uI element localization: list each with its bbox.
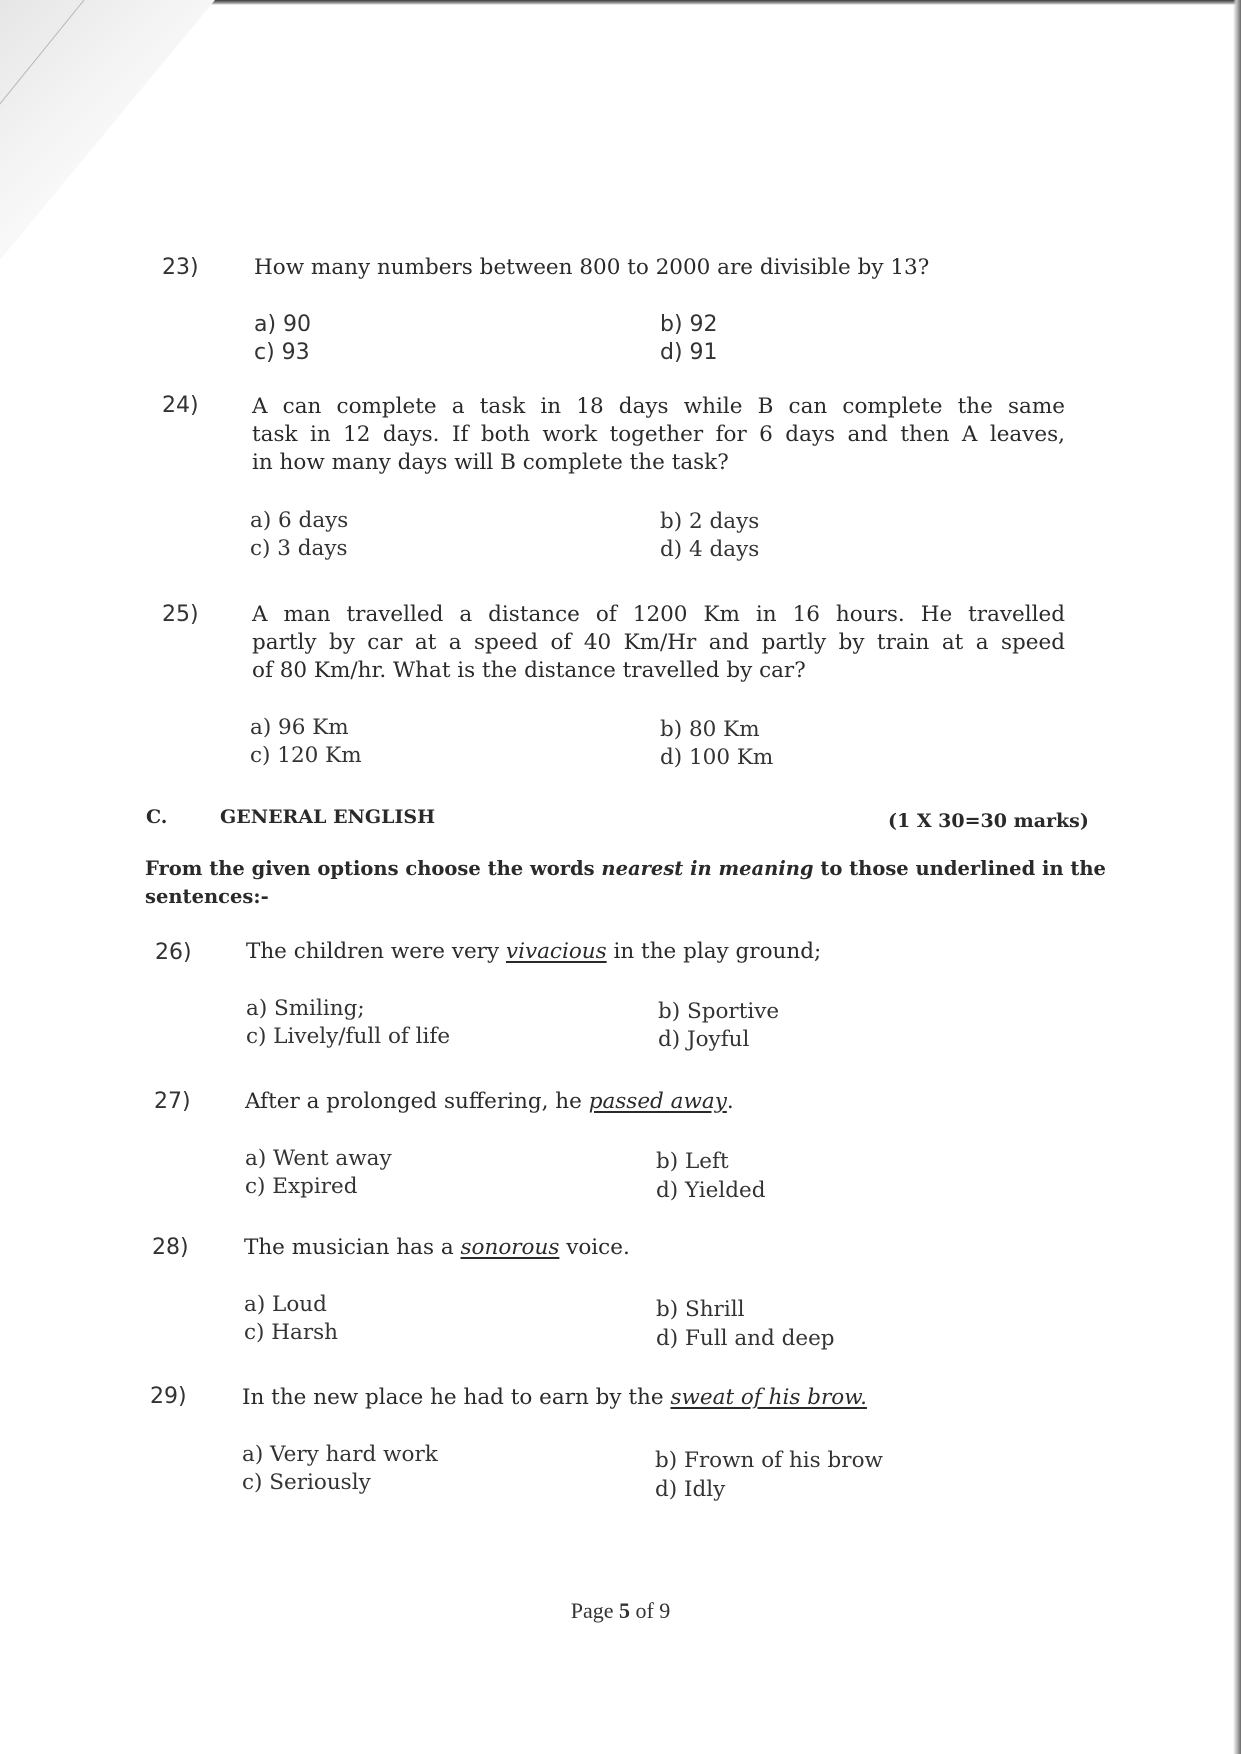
sentence-part: The musician has a xyxy=(244,1235,461,1260)
page-label: Page xyxy=(570,1598,614,1623)
question-line: in how many days will B complete the task? xyxy=(252,450,729,475)
question-text xyxy=(245,1088,734,1116)
sentence-part: In the new place he had to earn by the xyxy=(242,1385,671,1410)
sentence-part: . xyxy=(726,1089,734,1114)
option-b: b) 92 xyxy=(660,312,718,337)
question-text xyxy=(246,938,821,966)
option-a: a) 96 Km xyxy=(250,715,349,740)
current-page: 5 xyxy=(618,1598,630,1623)
question-number: 29) xyxy=(150,1384,187,1409)
option-c: c) 3 days xyxy=(250,536,348,561)
option-d: d) Yielded xyxy=(656,1178,766,1203)
underlined-word: passed away xyxy=(588,1089,727,1114)
sentence-part: voice. xyxy=(559,1235,630,1260)
question-line: partly by car at a speed of 40 Km/Hr and partly by train at a speed xyxy=(252,630,1065,655)
option-a: a) Very hard work xyxy=(242,1442,438,1467)
question-line: A man travelled a distance of 1200 Km in 16 hours. He travelled xyxy=(252,602,1065,627)
section-letter: C. xyxy=(146,806,168,828)
question-text xyxy=(242,1384,867,1412)
question-text xyxy=(244,1234,630,1262)
question-number: 24) xyxy=(162,393,199,418)
question-line: task in 12 days. If both work together for 6 days and then A leaves, xyxy=(252,422,1065,447)
option-b: b) Left xyxy=(656,1149,729,1174)
instructions-text: to those underlined in the sentences:- xyxy=(145,857,1106,908)
question-text xyxy=(252,601,1065,685)
instructions-text: From the given options choose the words xyxy=(145,857,602,880)
of-label: of xyxy=(635,1598,654,1623)
underlined-phrase: sweat of his brow. xyxy=(670,1385,867,1410)
question-line: A can complete a task in 18 days while B can complete the same xyxy=(252,394,1065,419)
option-b: b) Sportive xyxy=(658,999,780,1024)
option-a: a) 6 days xyxy=(250,508,349,533)
option-d: d) Joyful xyxy=(658,1027,750,1052)
question-number: 28) xyxy=(152,1235,189,1260)
sentence-part: in the play ground; xyxy=(606,939,822,964)
sentence-part: The children were very xyxy=(246,939,506,964)
question-line: of 80 Km/hr. What is the distance travelled by car? xyxy=(252,658,806,683)
option-c: c) Seriously xyxy=(242,1470,371,1495)
option-a: a) Loud xyxy=(244,1292,327,1317)
option-d: d) 100 Km xyxy=(660,745,774,770)
question-number: 23) xyxy=(162,255,199,280)
question-number: 26) xyxy=(155,940,192,965)
option-c: c) 120 Km xyxy=(250,743,362,768)
underlined-word: vivacious xyxy=(505,939,607,964)
question-number: 25) xyxy=(162,602,199,627)
page-number-footer xyxy=(0,1598,1241,1624)
question-number: 27) xyxy=(154,1089,191,1114)
folded-corner xyxy=(0,0,215,260)
section-marks: (1 X 30=30 marks) xyxy=(888,810,1089,832)
question-text: How many numbers between 800 to 2000 are divisible by 13? xyxy=(254,255,930,280)
instructions-emphasis: nearest in meaning xyxy=(601,857,814,880)
option-d: d) 91 xyxy=(660,340,718,365)
option-c: c) Harsh xyxy=(244,1320,338,1345)
option-d: d) Idly xyxy=(655,1477,726,1502)
question-text xyxy=(252,393,1065,477)
scan-right-edge xyxy=(1233,0,1241,1754)
option-b: b) Shrill xyxy=(656,1297,745,1322)
underlined-word: sonorous xyxy=(460,1235,560,1260)
section-instructions xyxy=(145,855,1115,911)
option-b: b) 80 Km xyxy=(660,717,760,742)
option-c: c) Expired xyxy=(245,1174,358,1199)
option-a: a) 90 xyxy=(254,312,312,337)
section-title: GENERAL ENGLISH xyxy=(220,806,436,828)
option-d: d) Full and deep xyxy=(656,1326,835,1351)
option-c: c) 93 xyxy=(254,340,310,365)
option-a: a) Smiling; xyxy=(246,996,365,1021)
option-b: b) 2 days xyxy=(660,509,760,534)
option-a: a) Went away xyxy=(245,1146,392,1171)
option-c: c) Lively/full of life xyxy=(246,1024,451,1049)
total-pages: 9 xyxy=(659,1598,671,1623)
sentence-part: After a prolonged suffering, he xyxy=(245,1089,589,1114)
option-d: d) 4 days xyxy=(660,537,760,562)
option-b: b) Frown of his brow xyxy=(655,1448,883,1473)
